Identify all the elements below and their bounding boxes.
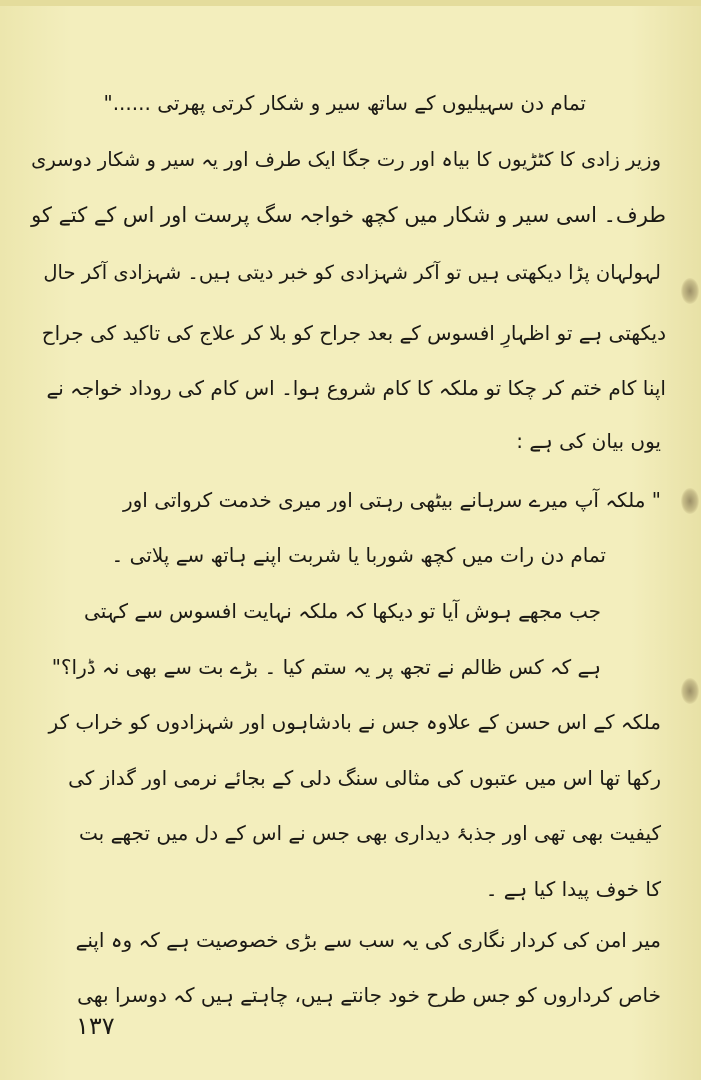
text-line-5: دیکھتی ہے تو اظہارِ افسوس کے بعد جراح کو بلا کر علاج کی تاکید کی جراح [41, 321, 666, 345]
text-line-4: لہولہان پڑا دیکھتی ہیں تو آکر شہزادی کو خبر دیتی ہیں۔ شہزادی آکر حال [43, 261, 661, 284]
text-line-8: ملکہ کے اس حسن کے علاوہ جس نے بادشاہوں اور شہزادوں کو خراب کر [48, 710, 661, 734]
text-line-2: وزیر زادی کا کٹڑیوں کا بیاہ اور رت جگا ایک طرف اور یہ سیر و شکار دوسری [31, 148, 661, 171]
text-line-6: اپنا کام ختم کر چکا تو ملکہ کا کام شروع ہوا۔ اس کام کی روداد خواجہ نے [46, 376, 666, 400]
page-edge [0, 0, 701, 6]
quote-line-3: جب مجھے ہوش آیا تو دیکھا کہ ملکہ نہایت افسوس سے کہتی [84, 599, 601, 623]
text-line-7: یوں بیان کی ہے : [516, 429, 661, 453]
binding-hole-3 [681, 678, 699, 704]
page-number: ۱۳۷ [76, 1012, 115, 1040]
text-line-3: طرف۔ اسی سیر و شکار میں کچھ خواجہ سگ پرست اور اس کے کتے کو [31, 203, 666, 227]
text-line-10: کیفیت بھی تھی اور جذبۂ دیداری بھی جس نے اس کے دل میں تجھے بت [79, 821, 661, 845]
text-line-1: تمام دن سہیلیوں کے ساتھ سیر و شکار کرتی پھرتی ......" [103, 91, 586, 115]
text-line-12: میر امن کی کردار نگاری کی یہ سب سے بڑی خصوصیت ہے کہ وہ اپنے [75, 928, 661, 952]
binding-hole-2 [681, 488, 699, 514]
text-line-9: رکھا تھا اس میں عتبوں کی مثالی سنگ دلی کے بجائے نرمی اور گداز کی [68, 766, 661, 790]
quote-line-4: ہے کہ کس ظالم نے تجھ پر یہ ستم کیا ۔ بڑے بت سے بھی نہ ڈرا؟" [51, 655, 601, 679]
binding-hole-1 [681, 278, 699, 304]
quote-line-2: تمام دن رات میں کچھ شوربا یا شربت اپنے ہاتھ سے پلاتی ۔ [111, 543, 606, 567]
quote-line-1: " ملکہ آپ میرے سرہانے بیٹھی رہتی اور میری خدمت کرواتی اور [122, 488, 661, 512]
text-line-11: کا خوف پیدا کیا ہے ۔ [485, 877, 661, 901]
text-line-13: خاص کرداروں کو جس طرح خود جانتے ہیں، چاہتے ہیں کہ دوسرا بھی [77, 983, 661, 1007]
